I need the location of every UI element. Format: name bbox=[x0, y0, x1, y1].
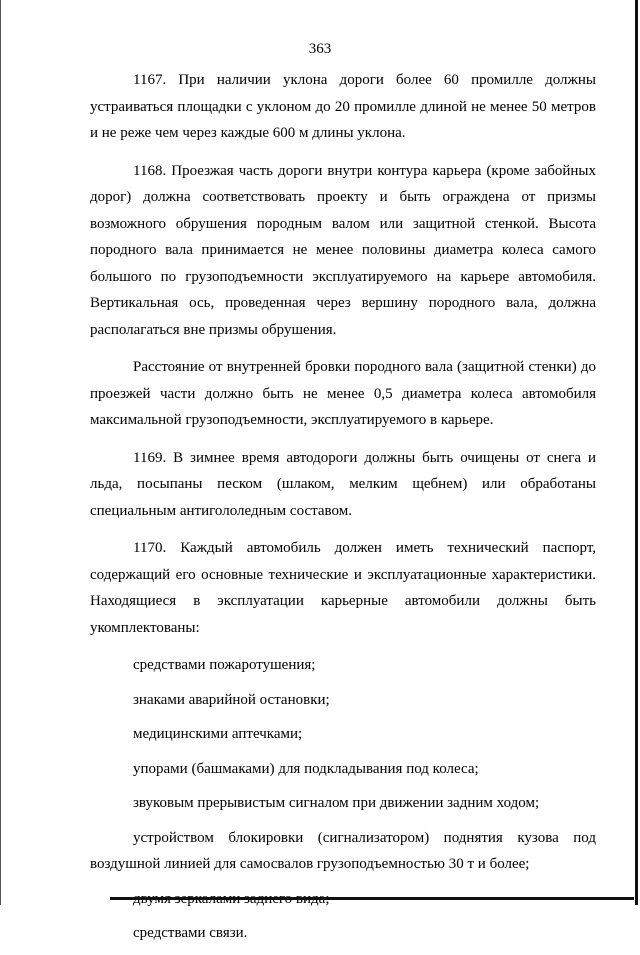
paragraph-1168-distance: Расстояние от внутренней бровки породного вала (защитной стенки) до проезжей части должно быть не менее 0,5 диаметра колеса автомобиля максимальной грузоподъемности, эксплуатируемого в карьере. bbox=[90, 359, 596, 428]
paragraph-1169: 1169. В зимнее время автодороги должны быть очищены от снега и льда, посыпаны песком (шлаком, мелким щебнем) или обработаны специальным антигололедным составом. bbox=[90, 449, 596, 519]
list-item: средствами связи. bbox=[133, 925, 248, 941]
list-item: медицинскими аптечками; bbox=[133, 726, 303, 742]
list-item: упорами (башмаками) для подкладывания под колеса; bbox=[133, 760, 479, 777]
paragraph-1168: 1168. Проезжая часть дороги внутри контура карьера (кроме забойных дорог) должна соответствовать проекту и быть ограждена от призмы возможного обрушения породным валом или защитной стенкой. Высота породного вала принимается не менее половины диаметра колеса самого большого по грузоподъемности эксплуатируемого на карьере автомобиля. Вертикальная ось, проведенная через вершину породного вала, должна располагаться вне призмы обрушения. bbox=[90, 162, 596, 338]
bottom-border-line bbox=[110, 897, 634, 900]
document-body bbox=[90, 67, 596, 955]
list-item: средствами пожаротушения; bbox=[133, 657, 316, 673]
equipment-list bbox=[90, 652, 596, 947]
page-number: 363 bbox=[308, 41, 332, 57]
paragraph-1170: 1170. Каждый автомобиль должен иметь технический паспорт, содержащий его основные технические и эксплуатационные характеристики. Находящиеся в эксплуатации карьерные автомобили должны быть укомплектованы: bbox=[90, 540, 596, 636]
list-item: звуковым прерывистым сигналом при движении задним ходом; bbox=[133, 795, 540, 811]
page-right-edge bbox=[635, 0, 638, 905]
paragraph-1167: 1167. При наличии уклона дороги более 60 промилле должны устраиваться площадки с уклоном до 20 промилле длиной не менее 50 метров и не реже чем через каждые 600 м длины уклона. bbox=[90, 72, 596, 141]
list-item: знаками аварийной остановки; bbox=[133, 691, 330, 708]
list-item: устройством блокировки (сигнализатором) поднятия кузова под воздушной линией для самосвалов грузоподъемностью 30 т и более; bbox=[90, 829, 596, 872]
page-left-edge bbox=[0, 0, 1, 905]
